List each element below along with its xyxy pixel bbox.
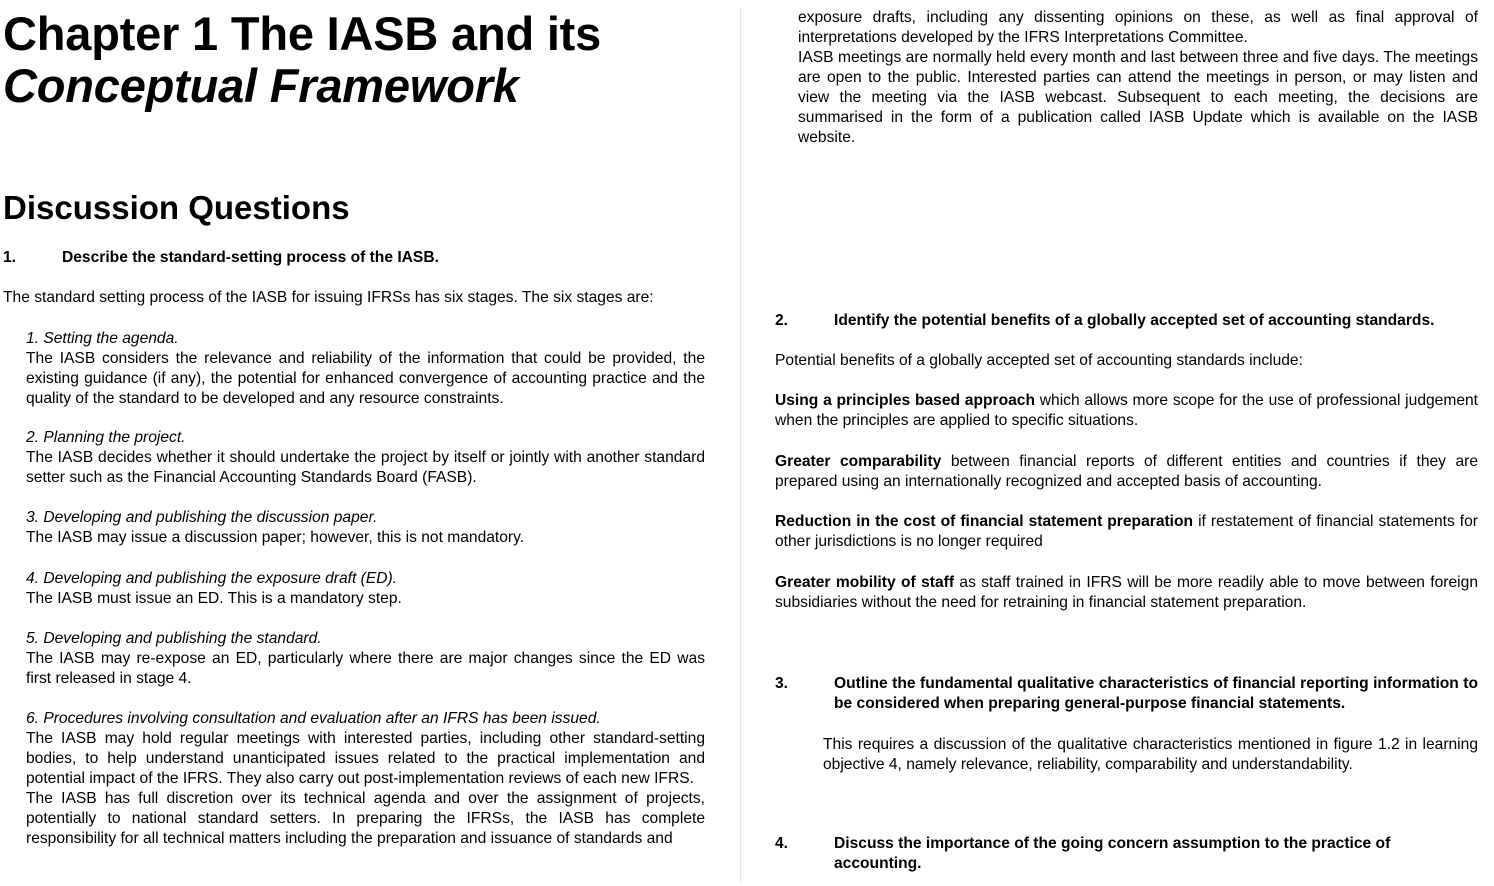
benefit-4-lead: Greater mobility of staff [775,574,955,591]
q2-intro: Potential benefits of a globally accepted set of accounting standards include: [775,352,1303,369]
stage-4 [3,569,705,609]
stage-6-title: 6. Procedures involving consultation and evaluation after an IFRS has been issued. [26,710,601,727]
stage-1-title: 1. Setting the agenda. [26,330,179,347]
q1-continued [798,8,1478,148]
section-heading: Discussion Questions [3,189,350,226]
stage-3 [3,508,705,548]
column-divider [740,8,741,884]
benefit-1-text: which allows more scope for the use of professional judgement when the principles are applied to specific situations. [775,392,1478,429]
question-3 [775,674,1478,714]
chapter-title-line1: Chapter 1 The IASB and its [3,7,602,60]
question-2 [775,311,1478,331]
question-3-number: 3. [775,675,789,692]
stage-1-body: The IASB considers the relevance and reliability of the information that could be provided, the existing guidance (if any), the potential for enhanced convergence of accounting practice and the quality of the standard to be developed and any resource constraints. [26,350,705,407]
question-1-text: Describe the standard-setting process of the IASB. [62,249,439,266]
stage-6 [3,709,705,849]
benefit-4-text: as staff trained in IFRS will be more readily able to move between foreign subsidiaries without the need for retraining in financial statement preparation. [775,574,1478,611]
benefit-3-text: if restatement of financial statements for other jurisdictions is no longer required [775,513,1478,550]
q3-answer: This requires a discussion of the qualitative characteristics mentioned in figure 1.2 in learning objective 4, namely relevance, reliability, comparability and understandability. [823,736,1478,773]
benefit-3-lead: Reduction in the cost of financial statement preparation [775,513,1194,530]
benefit-1-lead: Using a principles based approach [775,392,1035,409]
stage-1 [3,329,705,409]
chapter-title-line2: Conceptual Framework [3,59,519,112]
q1-meetings-paragraph: IASB meetings are normally held every month and last between three and five days. The meetings are open to the public. Interested parties can attend the meetings in person, or may listen and view the meeting via the IASB webcast. Subsequent to each meeting, the decisions are summarised in the form of a publication called IASB Update which is available on the IASB website. [798,49,1478,146]
question-4-number: 4. [775,835,789,852]
stage-4-title: 4. Developing and publishing the exposure draft (ED). [26,570,398,587]
stage-5 [3,629,705,689]
stage-3-body: The IASB may issue a discussion paper; however, this is not mandatory. [26,529,525,546]
benefit-2-lead: Greater comparability [775,453,942,470]
question-4 [775,834,1478,874]
benefit-3 [775,512,1478,552]
stage-2-title: 2. Planning the project. [26,429,186,446]
question-3-text: Outline the fundamental qualitative characteristics of financial reporting information to be considered when preparing general-purpose financial statements. [834,675,1478,712]
stage-5-body: The IASB may re-expose an ED, particularly where there are major changes since the ED was first released in stage 4. [26,650,705,687]
q1-continued-paragraph: exposure drafts, including any dissenting opinions on these, as well as final approval of interpretations developed by the IFRS Interpretations Committee. [798,9,1478,46]
question-1-number: 1. [3,249,17,266]
question-1 [3,248,705,268]
stage-2 [3,428,705,488]
benefit-2-text: between financial reports of different entities and countries if they are prepared using an internationally recognized and accepted basis of accounting. [775,453,1478,490]
stage-5-title: 5. Developing and publishing the standard. [26,630,322,647]
stage-2-body: The IASB decides whether it should undertake the project by itself or jointly with another standard setter such as the Financial Accounting Standards Board (FASB). [26,449,705,486]
stage-3-title: 3. Developing and publishing the discussion paper. [26,509,378,526]
q1-closing-paragraph: The IASB has full discretion over its technical agenda and over the assignment of projects, potentially to national standard setters. In preparing the IFRSs, the IASB has complete responsibility for all technical matters including the preparation and issuance of standards and [26,790,705,847]
stage-4-body: The IASB must issue an ED. This is a mandatory step. [26,590,402,607]
question-2-text: Identify the potential benefits of a globally accepted set of accounting standards. [834,312,1435,329]
stage-6-body: The IASB may hold regular meetings with interested parties, including other standard-setting bodies, to help understand unanticipated issues related to the practical implementation and potential impact of the IFRS. They also carry out post-implementation reviews of each new IFRS. [26,730,705,787]
question-4-text: Discuss the importance of the going concern assumption to the practice of accounting. [834,835,1391,872]
benefit-2 [775,452,1478,492]
benefit-1 [775,391,1478,431]
q1-intro: The standard setting process of the IASB for issuing IFRSs has six stages. The six stages are: [3,289,654,306]
question-2-number: 2. [775,312,789,329]
benefit-4 [775,573,1478,613]
chapter-title [3,8,601,112]
